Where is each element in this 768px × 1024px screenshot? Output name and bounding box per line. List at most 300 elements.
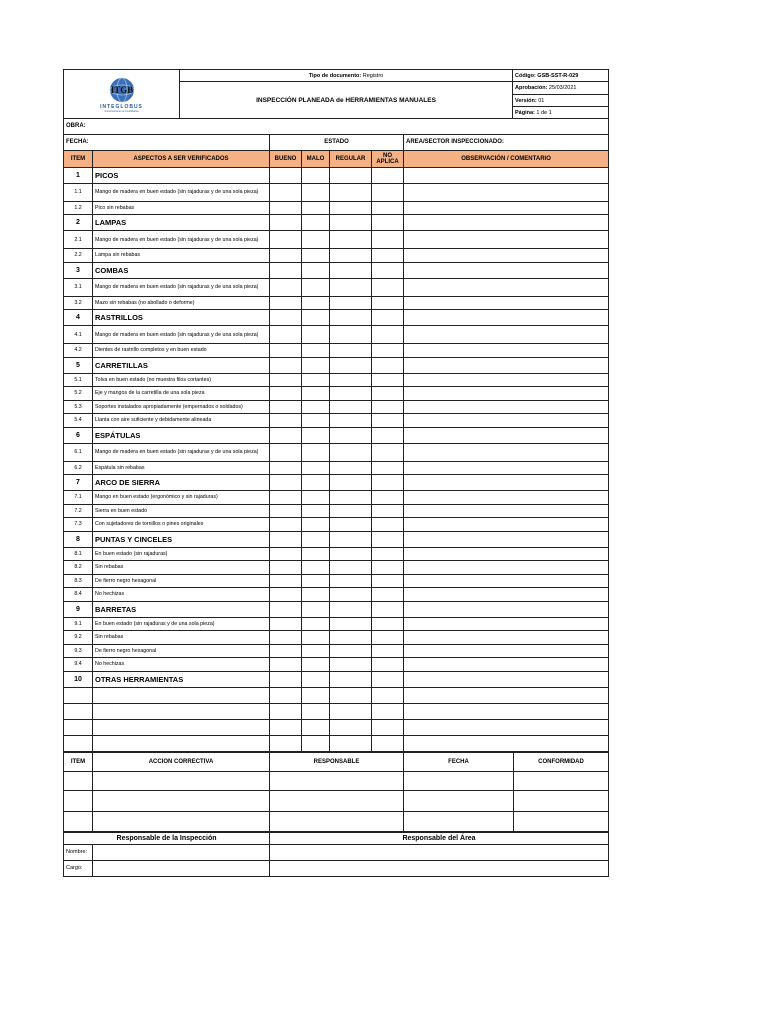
regular-cell[interactable] bbox=[330, 414, 372, 428]
blank-cell[interactable] bbox=[270, 719, 302, 735]
bueno-cell[interactable] bbox=[270, 531, 302, 547]
item-text: No hechizas bbox=[93, 588, 270, 602]
regular-cell[interactable] bbox=[330, 278, 372, 296]
item-text: Mango de madera en buen estado (sin rajaduras y de una sola pieza) bbox=[93, 183, 270, 201]
item-text: Sierra en buen estado bbox=[93, 504, 270, 518]
malo-cell[interactable] bbox=[302, 249, 330, 263]
blank-cell[interactable] bbox=[404, 687, 609, 703]
malo-cell[interactable] bbox=[302, 491, 330, 505]
bueno-cell[interactable] bbox=[270, 443, 302, 461]
action-cell[interactable] bbox=[514, 811, 609, 831]
observacion-cell[interactable] bbox=[404, 278, 609, 296]
regular-cell[interactable] bbox=[330, 574, 372, 588]
item-row bbox=[64, 518, 609, 532]
action-cell[interactable] bbox=[64, 790, 93, 811]
regular-cell[interactable] bbox=[330, 310, 372, 326]
malo-cell[interactable] bbox=[302, 658, 330, 672]
aprobacion-value: 25/03/2021 bbox=[548, 85, 577, 91]
blank-cell[interactable] bbox=[64, 735, 93, 751]
observacion-cell[interactable] bbox=[404, 262, 609, 278]
regular-cell[interactable] bbox=[330, 443, 372, 461]
no-aplica-cell[interactable] bbox=[372, 310, 404, 326]
col-item: ITEM bbox=[64, 150, 93, 167]
regular-cell[interactable] bbox=[330, 561, 372, 575]
item-row bbox=[64, 344, 609, 358]
malo-cell[interactable] bbox=[302, 326, 330, 344]
regular-cell[interactable] bbox=[330, 518, 372, 532]
no-aplica-cell[interactable] bbox=[372, 249, 404, 263]
action-cell[interactable] bbox=[270, 790, 404, 811]
blank-cell[interactable] bbox=[270, 735, 302, 751]
regular-cell[interactable] bbox=[330, 400, 372, 414]
action-cell[interactable] bbox=[64, 811, 93, 831]
no-aplica-cell[interactable] bbox=[372, 414, 404, 428]
blank-cell[interactable] bbox=[302, 719, 330, 735]
observacion-cell[interactable] bbox=[404, 310, 609, 326]
bueno-cell[interactable] bbox=[270, 231, 302, 249]
malo-cell[interactable] bbox=[302, 475, 330, 491]
no-aplica-cell[interactable] bbox=[372, 357, 404, 373]
bueno-cell[interactable] bbox=[270, 644, 302, 658]
bueno-cell[interactable] bbox=[270, 278, 302, 296]
bueno-cell[interactable] bbox=[270, 215, 302, 231]
malo-cell[interactable] bbox=[302, 518, 330, 532]
malo-cell[interactable] bbox=[302, 183, 330, 201]
regular-cell[interactable] bbox=[330, 547, 372, 561]
no-aplica-cell[interactable] bbox=[372, 518, 404, 532]
bueno-cell[interactable] bbox=[270, 249, 302, 263]
regular-cell[interactable] bbox=[330, 531, 372, 547]
no-aplica-cell[interactable] bbox=[372, 671, 404, 687]
area-cargo-field[interactable] bbox=[270, 860, 609, 876]
no-aplica-cell[interactable] bbox=[372, 387, 404, 401]
malo-cell[interactable] bbox=[302, 400, 330, 414]
version-label: Versión: bbox=[515, 97, 537, 104]
blank-cell[interactable] bbox=[93, 735, 270, 751]
item-text: Pico sin rebabas bbox=[93, 201, 270, 215]
col-observacion: OBSERVACIÓN / COMENTARIO bbox=[404, 150, 609, 167]
item-row bbox=[64, 414, 609, 428]
blank-cell[interactable] bbox=[330, 719, 372, 735]
item-number: 1.2 bbox=[64, 201, 93, 215]
no-aplica-cell[interactable] bbox=[372, 561, 404, 575]
bueno-cell[interactable] bbox=[270, 201, 302, 215]
blank-cell[interactable] bbox=[302, 687, 330, 703]
section-number: 3 bbox=[64, 262, 93, 278]
regular-cell[interactable] bbox=[330, 601, 372, 617]
observacion-cell[interactable] bbox=[404, 588, 609, 602]
item-row bbox=[64, 617, 609, 631]
item-text: Eje y mangos de la carretilla de una sola pieza bbox=[93, 387, 270, 401]
bueno-cell[interactable] bbox=[270, 475, 302, 491]
regular-cell[interactable] bbox=[330, 373, 372, 387]
bueno-cell[interactable] bbox=[270, 491, 302, 505]
bueno-cell[interactable] bbox=[270, 658, 302, 672]
malo-cell[interactable] bbox=[302, 631, 330, 645]
regular-cell[interactable] bbox=[330, 296, 372, 310]
observacion-cell[interactable] bbox=[404, 671, 609, 687]
bueno-cell[interactable] bbox=[270, 400, 302, 414]
item-row bbox=[64, 249, 609, 263]
observacion-cell[interactable] bbox=[404, 518, 609, 532]
item-text: No hechizas bbox=[93, 658, 270, 672]
no-aplica-cell[interactable] bbox=[372, 644, 404, 658]
no-aplica-cell[interactable] bbox=[372, 461, 404, 475]
cargo-field[interactable] bbox=[93, 860, 270, 876]
no-aplica-cell[interactable] bbox=[372, 601, 404, 617]
item-number: 1.1 bbox=[64, 183, 93, 201]
no-aplica-cell[interactable] bbox=[372, 167, 404, 183]
blank-cell[interactable] bbox=[64, 687, 93, 703]
malo-cell[interactable] bbox=[302, 561, 330, 575]
section-number: 1 bbox=[64, 167, 93, 183]
blank-cell[interactable] bbox=[93, 687, 270, 703]
no-aplica-cell[interactable] bbox=[372, 373, 404, 387]
version-cell bbox=[513, 95, 609, 107]
item-row bbox=[64, 631, 609, 645]
no-aplica-cell[interactable] bbox=[372, 326, 404, 344]
no-aplica-cell[interactable] bbox=[372, 574, 404, 588]
inspection-form bbox=[63, 69, 608, 877]
item-number: 6.1 bbox=[64, 443, 93, 461]
blank-cell[interactable] bbox=[64, 719, 93, 735]
item-row bbox=[64, 658, 609, 672]
section-title: CARRETILLAS bbox=[93, 357, 270, 373]
item-row bbox=[64, 400, 609, 414]
regular-cell[interactable] bbox=[330, 183, 372, 201]
regular-cell[interactable] bbox=[330, 344, 372, 358]
blank-cell[interactable] bbox=[372, 687, 404, 703]
regular-cell[interactable] bbox=[330, 249, 372, 263]
bueno-cell[interactable] bbox=[270, 296, 302, 310]
blank-cell[interactable] bbox=[93, 703, 270, 719]
blank-cell[interactable] bbox=[372, 735, 404, 751]
malo-cell[interactable] bbox=[302, 574, 330, 588]
item-number: 5.3 bbox=[64, 400, 93, 414]
logo-letters: ITGB bbox=[110, 84, 133, 95]
form-title: INSPECCIÓN PLANEADA de HERRAMIENTAS MANUALES bbox=[180, 82, 513, 119]
malo-cell[interactable] bbox=[302, 215, 330, 231]
bueno-cell[interactable] bbox=[270, 461, 302, 475]
observacion-cell[interactable] bbox=[404, 167, 609, 183]
no-aplica-cell[interactable] bbox=[372, 278, 404, 296]
area-field[interactable]: AREA/SECTOR INSPECCIONADO: bbox=[404, 134, 609, 150]
item-row bbox=[64, 183, 609, 201]
observacion-cell[interactable] bbox=[404, 427, 609, 443]
malo-cell[interactable] bbox=[302, 443, 330, 461]
observacion-cell[interactable] bbox=[404, 414, 609, 428]
bueno-cell[interactable] bbox=[270, 574, 302, 588]
no-aplica-cell[interactable] bbox=[372, 617, 404, 631]
observacion-cell[interactable] bbox=[404, 491, 609, 505]
section-row bbox=[64, 427, 609, 443]
resp-inspeccion-label: Responsable de la Inspección bbox=[64, 832, 270, 844]
regular-cell[interactable] bbox=[330, 475, 372, 491]
doc-type-cell bbox=[180, 70, 513, 82]
item-text: Mango de madera en buen estado (sin rajaduras y de una sola pieza) bbox=[93, 443, 270, 461]
observacion-cell[interactable] bbox=[404, 531, 609, 547]
blank-cell[interactable] bbox=[404, 735, 609, 751]
action-cell[interactable] bbox=[514, 771, 609, 790]
item-number: 6.2 bbox=[64, 461, 93, 475]
doc-type-label: Tipo de documento: bbox=[308, 72, 362, 79]
observacion-cell[interactable] bbox=[404, 400, 609, 414]
no-aplica-cell[interactable] bbox=[372, 344, 404, 358]
action-cell[interactable] bbox=[93, 811, 270, 831]
col-bueno: BUENO bbox=[270, 150, 302, 167]
section-title: LAMPAS bbox=[93, 215, 270, 231]
col-no-aplica: NO APLICA bbox=[372, 150, 404, 167]
section-row bbox=[64, 262, 609, 278]
item-number: 3.2 bbox=[64, 296, 93, 310]
malo-cell[interactable] bbox=[302, 531, 330, 547]
observacion-cell[interactable] bbox=[404, 644, 609, 658]
item-text: Mango de madera en buen estado (sin rajaduras y de una sola pieza) bbox=[93, 278, 270, 296]
regular-cell[interactable] bbox=[330, 491, 372, 505]
pagina-label: Página: bbox=[515, 109, 535, 116]
logo-subtitle: Construcciones & Inmobiliarias bbox=[104, 109, 139, 113]
observacion-cell[interactable] bbox=[404, 504, 609, 518]
bueno-cell[interactable] bbox=[270, 547, 302, 561]
action-cell[interactable] bbox=[270, 771, 404, 790]
blank-cell[interactable] bbox=[330, 687, 372, 703]
action-col-responsable: RESPONSABLE bbox=[270, 752, 404, 771]
no-aplica-cell[interactable] bbox=[372, 631, 404, 645]
bueno-cell[interactable] bbox=[270, 561, 302, 575]
no-aplica-cell[interactable] bbox=[372, 531, 404, 547]
blank-cell[interactable] bbox=[404, 703, 609, 719]
area-nombre-field[interactable] bbox=[270, 844, 609, 860]
bueno-cell[interactable] bbox=[270, 373, 302, 387]
item-number: 5.1 bbox=[64, 373, 93, 387]
bueno-cell[interactable] bbox=[270, 671, 302, 687]
item-text: Llanta con aire suficiente y debidamente alineada bbox=[93, 414, 270, 428]
nombre-field[interactable] bbox=[93, 844, 270, 860]
blank-cell[interactable] bbox=[302, 703, 330, 719]
bueno-cell[interactable] bbox=[270, 326, 302, 344]
action-cell[interactable] bbox=[93, 790, 270, 811]
aprobacion-cell bbox=[513, 82, 609, 95]
observacion-cell[interactable] bbox=[404, 373, 609, 387]
observacion-cell[interactable] bbox=[404, 201, 609, 215]
observacion-cell[interactable] bbox=[404, 249, 609, 263]
bueno-cell[interactable] bbox=[270, 617, 302, 631]
col-malo: MALO bbox=[302, 150, 330, 167]
regular-cell[interactable] bbox=[330, 427, 372, 443]
observacion-cell[interactable] bbox=[404, 231, 609, 249]
blank-cell[interactable] bbox=[270, 687, 302, 703]
item-text: Lampa sin rebabas bbox=[93, 249, 270, 263]
blank-cell[interactable] bbox=[64, 703, 93, 719]
action-cell[interactable] bbox=[93, 771, 270, 790]
regular-cell[interactable] bbox=[330, 167, 372, 183]
no-aplica-cell[interactable] bbox=[372, 504, 404, 518]
blank-cell[interactable] bbox=[302, 735, 330, 751]
section-number: 4 bbox=[64, 310, 93, 326]
regular-cell[interactable] bbox=[330, 617, 372, 631]
regular-cell[interactable] bbox=[330, 215, 372, 231]
malo-cell[interactable] bbox=[302, 278, 330, 296]
action-cell[interactable] bbox=[270, 811, 404, 831]
section-title: OTRAS HERRAMIENTAS bbox=[93, 671, 270, 687]
bueno-cell[interactable] bbox=[270, 262, 302, 278]
observacion-cell[interactable] bbox=[404, 475, 609, 491]
no-aplica-cell[interactable] bbox=[372, 658, 404, 672]
regular-cell[interactable] bbox=[330, 658, 372, 672]
obra-field[interactable]: OBRA: bbox=[64, 119, 609, 134]
regular-cell[interactable] bbox=[330, 262, 372, 278]
malo-cell[interactable] bbox=[302, 373, 330, 387]
observacion-cell[interactable] bbox=[404, 631, 609, 645]
bueno-cell[interactable] bbox=[270, 167, 302, 183]
bueno-cell[interactable] bbox=[270, 387, 302, 401]
observacion-cell[interactable] bbox=[404, 344, 609, 358]
regular-cell[interactable] bbox=[330, 588, 372, 602]
no-aplica-cell[interactable] bbox=[372, 547, 404, 561]
section-title: COMBAS bbox=[93, 262, 270, 278]
malo-cell[interactable] bbox=[302, 427, 330, 443]
blank-cell[interactable] bbox=[93, 719, 270, 735]
observacion-cell[interactable] bbox=[404, 326, 609, 344]
malo-cell[interactable] bbox=[302, 167, 330, 183]
no-aplica-cell[interactable] bbox=[372, 183, 404, 201]
cargo-label: Cargo: bbox=[64, 860, 93, 876]
malo-cell[interactable] bbox=[302, 262, 330, 278]
regular-cell[interactable] bbox=[330, 504, 372, 518]
observacion-cell[interactable] bbox=[404, 461, 609, 475]
regular-cell[interactable] bbox=[330, 231, 372, 249]
regular-cell[interactable] bbox=[330, 387, 372, 401]
blank-cell[interactable] bbox=[404, 719, 609, 735]
bueno-cell[interactable] bbox=[270, 310, 302, 326]
observacion-cell[interactable] bbox=[404, 574, 609, 588]
observacion-cell[interactable] bbox=[404, 443, 609, 461]
regular-cell[interactable] bbox=[330, 671, 372, 687]
section-title: PUNTAS Y CINCELES bbox=[93, 531, 270, 547]
malo-cell[interactable] bbox=[302, 201, 330, 215]
regular-cell[interactable] bbox=[330, 326, 372, 344]
no-aplica-cell[interactable] bbox=[372, 443, 404, 461]
regular-cell[interactable] bbox=[330, 461, 372, 475]
bueno-cell[interactable] bbox=[270, 518, 302, 532]
bueno-cell[interactable] bbox=[270, 357, 302, 373]
item-text: En buen estado (sin rajaduras) bbox=[93, 547, 270, 561]
malo-cell[interactable] bbox=[302, 644, 330, 658]
action-cell[interactable] bbox=[64, 771, 93, 790]
blank-cell[interactable] bbox=[330, 735, 372, 751]
malo-cell[interactable] bbox=[302, 231, 330, 249]
item-text: Sin rebabas bbox=[93, 561, 270, 575]
observacion-cell[interactable] bbox=[404, 215, 609, 231]
item-text: Mango en buen estado (ergonómico y sin rajaduras) bbox=[93, 491, 270, 505]
observacion-cell[interactable] bbox=[404, 547, 609, 561]
action-cell[interactable] bbox=[404, 790, 514, 811]
no-aplica-cell[interactable] bbox=[372, 491, 404, 505]
observacion-cell[interactable] bbox=[404, 617, 609, 631]
observacion-cell[interactable] bbox=[404, 601, 609, 617]
section-number: 10 bbox=[64, 671, 93, 687]
fecha-field[interactable]: FECHA: bbox=[64, 134, 270, 150]
observacion-cell[interactable] bbox=[404, 387, 609, 401]
bueno-cell[interactable] bbox=[270, 504, 302, 518]
malo-cell[interactable] bbox=[302, 461, 330, 475]
action-cell[interactable] bbox=[514, 790, 609, 811]
no-aplica-cell[interactable] bbox=[372, 296, 404, 310]
item-row bbox=[64, 231, 609, 249]
observacion-cell[interactable] bbox=[404, 658, 609, 672]
action-cell[interactable] bbox=[404, 811, 514, 831]
bueno-cell[interactable] bbox=[270, 344, 302, 358]
malo-cell[interactable] bbox=[302, 601, 330, 617]
malo-cell[interactable] bbox=[302, 344, 330, 358]
no-aplica-cell[interactable] bbox=[372, 427, 404, 443]
no-aplica-cell[interactable] bbox=[372, 400, 404, 414]
regular-cell[interactable] bbox=[330, 631, 372, 645]
malo-cell[interactable] bbox=[302, 296, 330, 310]
no-aplica-cell[interactable] bbox=[372, 262, 404, 278]
section-row bbox=[64, 531, 609, 547]
bueno-cell[interactable] bbox=[270, 601, 302, 617]
observacion-cell[interactable] bbox=[404, 183, 609, 201]
item-text: De fierro negro hexagonal bbox=[93, 574, 270, 588]
malo-cell[interactable] bbox=[302, 588, 330, 602]
action-cell[interactable] bbox=[404, 771, 514, 790]
malo-cell[interactable] bbox=[302, 504, 330, 518]
regular-cell[interactable] bbox=[330, 644, 372, 658]
section-title: ARCO DE SIERRA bbox=[93, 475, 270, 491]
bueno-cell[interactable] bbox=[270, 588, 302, 602]
section-row bbox=[64, 601, 609, 617]
observacion-cell[interactable] bbox=[404, 357, 609, 373]
item-row bbox=[64, 561, 609, 575]
regular-cell[interactable] bbox=[330, 201, 372, 215]
actions-table bbox=[63, 752, 609, 832]
no-aplica-cell[interactable] bbox=[372, 588, 404, 602]
item-number: 8.3 bbox=[64, 574, 93, 588]
no-aplica-cell[interactable] bbox=[372, 201, 404, 215]
bueno-cell[interactable] bbox=[270, 427, 302, 443]
malo-cell[interactable] bbox=[302, 387, 330, 401]
malo-cell[interactable] bbox=[302, 617, 330, 631]
bueno-cell[interactable] bbox=[270, 631, 302, 645]
blank-cell[interactable] bbox=[270, 703, 302, 719]
item-number: 9.1 bbox=[64, 617, 93, 631]
no-aplica-cell[interactable] bbox=[372, 475, 404, 491]
no-aplica-cell[interactable] bbox=[372, 215, 404, 231]
item-row bbox=[64, 373, 609, 387]
observacion-cell[interactable] bbox=[404, 561, 609, 575]
item-number: 2.1 bbox=[64, 231, 93, 249]
item-number: 2.2 bbox=[64, 249, 93, 263]
logo-globe-icon bbox=[102, 76, 142, 104]
item-text: Tolva en buen estado (no muestra filos cortantes) bbox=[93, 373, 270, 387]
malo-cell[interactable] bbox=[302, 671, 330, 687]
malo-cell[interactable] bbox=[302, 414, 330, 428]
bueno-cell[interactable] bbox=[270, 414, 302, 428]
malo-cell[interactable] bbox=[302, 547, 330, 561]
bueno-cell[interactable] bbox=[270, 183, 302, 201]
blank-cell[interactable] bbox=[372, 703, 404, 719]
item-row bbox=[64, 574, 609, 588]
malo-cell[interactable] bbox=[302, 357, 330, 373]
no-aplica-cell[interactable] bbox=[372, 231, 404, 249]
malo-cell[interactable] bbox=[302, 310, 330, 326]
blank-cell[interactable] bbox=[372, 719, 404, 735]
blank-cell[interactable] bbox=[330, 703, 372, 719]
regular-cell[interactable] bbox=[330, 357, 372, 373]
section-row bbox=[64, 167, 609, 183]
observacion-cell[interactable] bbox=[404, 296, 609, 310]
